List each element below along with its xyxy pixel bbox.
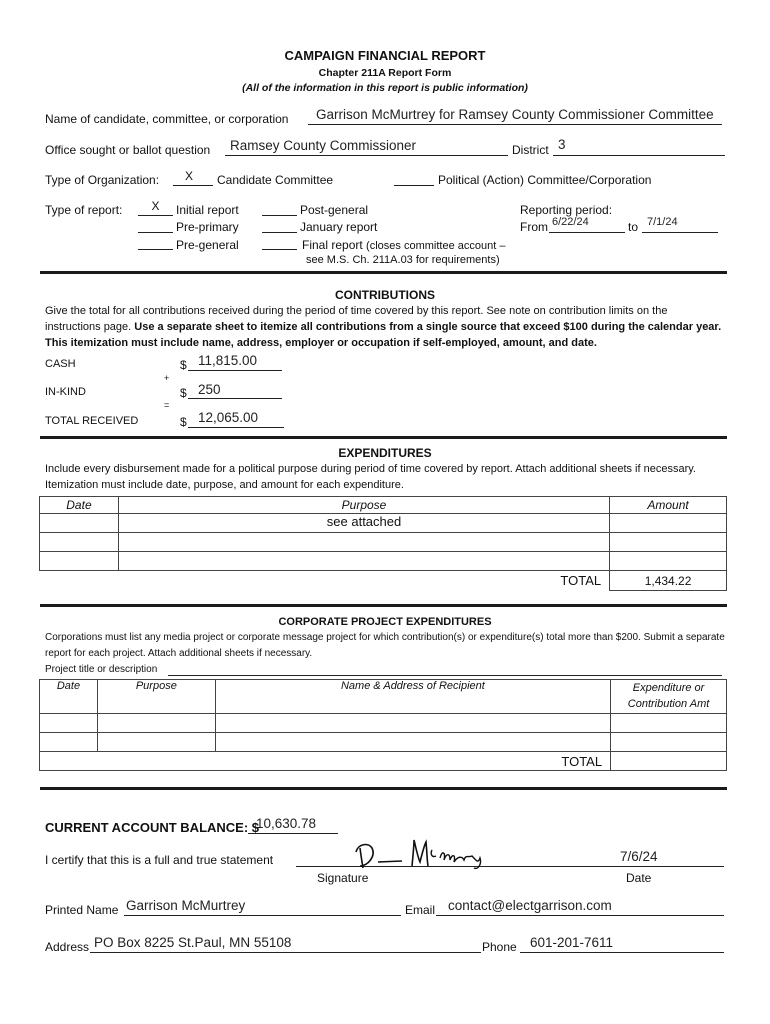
address-field[interactable]: PO Box 8225 St.Paul, MN 55108	[94, 935, 292, 950]
january-report-label: January report	[300, 220, 378, 234]
total-received-field[interactable]: 12,065.00	[198, 410, 259, 425]
name-field[interactable]: Garrison McMurtrey for Ramsey County Commissioner Committee	[316, 107, 714, 122]
corporate-instructions: Corporations must list any media project or corporate message project for which contribution(s) or expenditure(s) total more than $200. Submit a separate report for each project. Attach additional sheets if necessary.	[45, 632, 725, 659]
row-amount[interactable]	[611, 714, 727, 733]
corporate-heading: CORPORATE PROJECT EXPENDITURES	[278, 616, 492, 628]
district-label: District	[512, 143, 549, 157]
expenditures-instructions: Include every disbursement made for a political purpose during period of time covered by report. Attach additional sheets if necessary. Itemization must include date, purpose, and amount for each expenditure.	[45, 463, 696, 491]
table-row	[40, 514, 727, 533]
project-title-label: Project title or description	[45, 664, 158, 675]
col-date: Date	[40, 497, 119, 514]
col-recipient: Name & Address of Recipient	[215, 680, 610, 714]
equals-sign: =	[164, 400, 170, 410]
inkind-currency: $	[180, 386, 187, 400]
report-type-label: Type of report:	[45, 203, 123, 217]
signature-image	[350, 836, 490, 874]
from-label: From	[520, 220, 548, 234]
inkind-field[interactable]: 250	[198, 382, 221, 397]
pregeneral-label: Pre-general	[176, 238, 239, 252]
corporate-table	[39, 679, 727, 771]
expenditures-total-field[interactable]: 1,434.22	[610, 571, 727, 591]
balance-field[interactable]: 10,630.78	[256, 816, 317, 831]
date-field[interactable]: 7/6/24	[620, 849, 658, 864]
inkind-label: IN-KIND	[45, 386, 86, 398]
date-caption: Date	[626, 871, 652, 885]
section-divider	[40, 604, 727, 607]
cash-label: CASH	[45, 358, 76, 370]
phone-label: Phone	[482, 940, 517, 954]
section-divider	[40, 787, 727, 790]
name-label: Name of candidate, committee, or corporation	[45, 112, 289, 126]
office-field[interactable]: Ramsey County Commissioner	[230, 138, 417, 153]
row-date[interactable]	[40, 514, 119, 533]
row-purpose[interactable]	[118, 533, 609, 552]
col-amount: Amount	[610, 497, 727, 514]
total-currency: $	[180, 415, 187, 429]
row-amount[interactable]	[610, 552, 727, 571]
certify-label: I certify that this is a full and true statement	[45, 853, 274, 867]
col-purpose: Purpose	[97, 680, 215, 714]
candidate-committee-label: Candidate Committee	[217, 173, 334, 187]
to-label: to	[628, 220, 639, 234]
preprimary-label: Pre-primary	[176, 220, 239, 234]
row-purpose[interactable]	[97, 714, 215, 733]
row-amount[interactable]	[610, 533, 727, 552]
cash-field[interactable]: 11,815.00	[198, 353, 258, 368]
cash-currency: $	[180, 358, 187, 372]
public-notice: (All of the information in this report is public information)	[242, 82, 528, 94]
postgeneral-label: Post-general	[300, 203, 369, 217]
expenditures-total-label: TOTAL	[560, 573, 602, 589]
from-date-field[interactable]: 6/22/24	[552, 216, 589, 228]
table-row	[40, 733, 727, 752]
row-date[interactable]	[40, 552, 119, 571]
table-row	[40, 714, 727, 733]
expenditures-heading: EXPENDITURES	[338, 446, 432, 460]
col-purpose: Purpose	[118, 497, 609, 514]
col-date: Date	[40, 680, 98, 714]
address-label: Address	[45, 940, 90, 954]
email-label: Email	[405, 903, 436, 917]
district-field[interactable]: 3	[558, 137, 566, 152]
row-purpose[interactable]	[97, 733, 215, 752]
form-subtitle: Chapter 211A Report Form	[318, 67, 452, 79]
final-report-note: see M.S. Ch. 211A.03 for requirements)	[306, 254, 500, 266]
form-title: CAMPAIGN FINANCIAL REPORT	[284, 48, 486, 63]
row-date[interactable]	[40, 533, 119, 552]
printed-name-label: Printed Name	[45, 903, 119, 917]
corporate-total-field[interactable]	[611, 752, 727, 771]
printed-name-field[interactable]: Garrison McMurtrey	[126, 898, 246, 913]
plus-sign: +	[164, 373, 170, 383]
to-date-field[interactable]: 7/1/24	[647, 216, 678, 228]
expenditures-table	[39, 496, 727, 591]
office-label: Office sought or ballot question	[45, 143, 211, 157]
contributions-heading: CONTRIBUTIONS	[335, 288, 435, 302]
contributions-instructions: Give the total for all contributions received during the period of time covered by this report. See note on contribution limits on the instructions page. Use a separate sheet to itemize all contributions from a single source that exceed $100 during the calendar year. This itemization must include name, address, employer or occupation if self-employed, amount, and date.	[45, 305, 722, 349]
email-field[interactable]: contact@electgarrison.com	[448, 898, 612, 913]
table-row	[40, 552, 727, 571]
row-date[interactable]	[40, 714, 98, 733]
signature-caption: Signature	[317, 871, 369, 885]
balance-label: CURRENT ACCOUNT BALANCE: $	[45, 820, 260, 835]
reporting-period-label: Reporting period:	[520, 203, 613, 217]
initial-report-mark[interactable]: X	[151, 199, 160, 213]
row-date[interactable]	[40, 733, 98, 752]
table-row	[40, 533, 727, 552]
row-amount[interactable]	[610, 514, 727, 533]
row-recipient[interactable]	[215, 714, 610, 733]
phone-field[interactable]: 601-201-7611	[530, 935, 614, 950]
row-purpose[interactable]	[118, 552, 609, 571]
col-expenditure-amount: Expenditure or Contribution Amt	[611, 680, 727, 714]
row-recipient[interactable]	[215, 733, 610, 752]
row-purpose[interactable]: see attached	[118, 514, 609, 533]
candidate-committee-mark[interactable]: X	[184, 169, 193, 183]
section-divider	[40, 436, 727, 439]
row-amount[interactable]	[611, 733, 727, 752]
total-received-label: TOTAL RECEIVED	[45, 415, 139, 427]
final-report-label: Final report (closes committee account –	[302, 238, 506, 252]
initial-report-label: Initial report	[176, 203, 239, 217]
political-committee-label: Political (Action) Committee/Corporation	[438, 173, 652, 187]
section-divider	[40, 271, 727, 274]
organization-label: Type of Organization:	[45, 173, 160, 187]
corporate-total-label: TOTAL	[215, 752, 610, 771]
